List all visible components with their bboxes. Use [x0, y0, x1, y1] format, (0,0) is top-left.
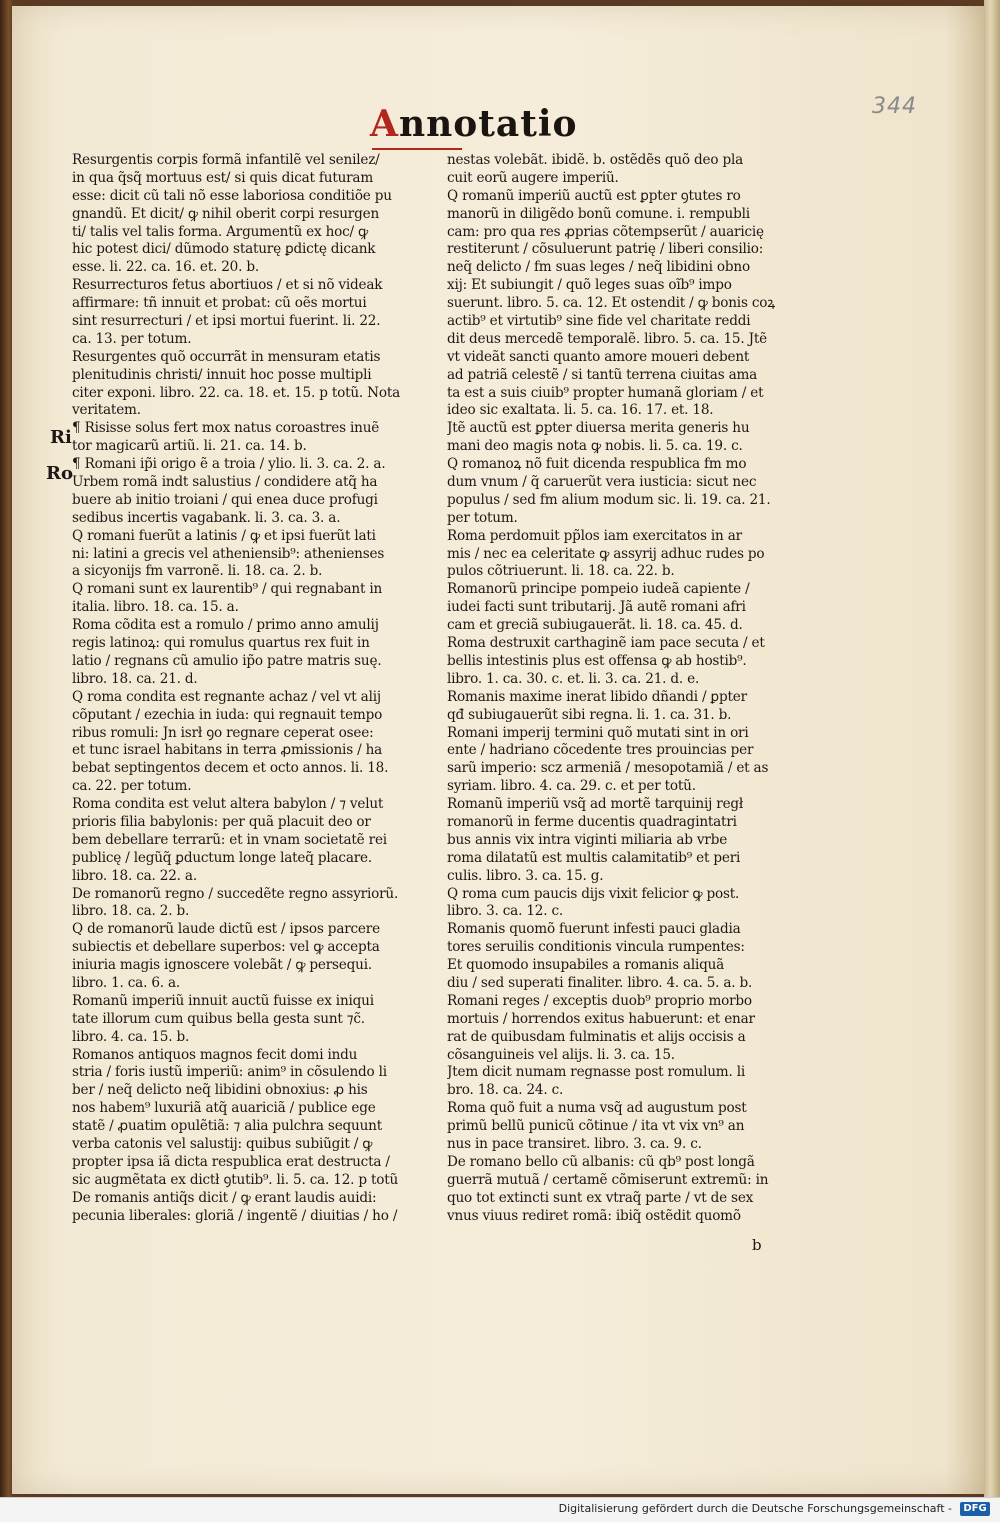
text-line: ente / hadriano cõcedente tres prouincias per	[447, 742, 754, 759]
text-line: Roma perdomuit pp̃los iam exercitatos in ar	[447, 527, 742, 544]
text-line: populus / sed fm alium modum sic. li. 19. ca. 21.	[447, 491, 771, 508]
text-line: latio / regnans cũ amulio ip̃o patre matris suę.	[72, 652, 382, 669]
text-line: mortuis / horrendos exitus habuerunt: et enar	[447, 1010, 755, 1027]
text-line: vt videãt sancti quanto amore moueri debent	[447, 348, 750, 365]
left-column	[72, 152, 436, 1225]
text-line: ber / neq̃ delicto neq̃ libidini obnoxius: ꝓ his	[72, 1082, 368, 1099]
text-line: Q romani sunt ex laurentib⁹ / qui regnabant in	[72, 581, 383, 598]
text-line: bem debellare terrarũ: et in vnam societatẽ rei	[72, 831, 387, 848]
text-line: buere ab initio troiani / qui enea duce profugi	[72, 491, 378, 508]
text-line: mis / nec ea celeritate ꝙ assyrij adhuc rudes po	[447, 545, 765, 562]
text-line: iudei facti sunt tributarij. Jã autẽ romani afri	[447, 599, 746, 616]
text-line: Romanis maxime inerat libido dñandi / ꝑpter	[447, 688, 747, 705]
text-line: cõsanguineis vel alijs. li. 3. ca. 15.	[447, 1046, 675, 1063]
text-line: Resurgentis corpis formã infantilẽ vel senilez/	[72, 152, 380, 168]
text-line: Romanis quomõ fuerunt infesti pauci gladia	[447, 921, 741, 938]
dfg-logo: DFG	[960, 1502, 990, 1516]
text-line: De romano bello cũ albanis: cũ qb⁹ post longã	[447, 1153, 755, 1170]
text-line: Romanũ imperiũ vsq̃ ad mortẽ tarquinij regł	[447, 796, 744, 813]
text-line: ideo sic exaltata. li. 5. ca. 16. 17. et. 18.	[447, 402, 714, 419]
text-line: Q roma cum paucis dijs vixit felicior ꝙ post.	[447, 885, 740, 902]
text-line: italia. libro. 18. ca. 15. a.	[72, 599, 239, 616]
text-line: ti/ talis vel talis forma. Argumentũ ex hoc/ ꝙ	[72, 223, 369, 240]
text-line: cam: pro qua res ꝓprias cõtempserũt / auaricię	[447, 223, 764, 240]
text-line: ni: latini a grecis vel atheniensib⁹: athenienses	[72, 545, 385, 562]
text-line: veritatem.	[72, 402, 141, 419]
text-line: libro. 1. ca. 6. a.	[72, 974, 181, 991]
text-line: per totum.	[447, 509, 518, 526]
text-line: guerrã mutuã / certamẽ cõmiserunt extremũ: in	[447, 1171, 769, 1188]
text-line: nus in pace transiret. libro. 3. ca. 9. c.	[447, 1135, 702, 1152]
text-line: pecunia liberales: gloriã / ingentẽ / diuitias / ho /	[72, 1207, 398, 1224]
text-line: Q de romanorũ laude dictũ est / ipsos parcere	[72, 921, 380, 938]
text-line: cuit eorũ augere imperiũ.	[447, 169, 619, 186]
text-line: verba catonis vel salustij: quibus subiũgit / ꝙ	[72, 1135, 373, 1152]
folio-number: 344	[872, 94, 917, 119]
text-line: quo tot extincti sunt ex vtraq̃ parte / vt de sex	[447, 1189, 754, 1206]
text-line: Roma destruxit carthaginẽ iam pace secuta / et	[447, 635, 765, 652]
text-line: Romanorũ principe pompeio iudeã capiente /	[447, 581, 750, 598]
text-line: pulos cõtriuerunt. li. 18. ca. 22. b.	[447, 563, 675, 580]
text-line: libro. 1. ca. 30. c. et. li. 3. ca. 21. d. e.	[447, 670, 700, 687]
text-line: roma dilatatũ est multis calamitatib⁹ et peri	[447, 849, 741, 866]
text-line: cõputant / ezechia in iuda: qui regnauit tempo	[72, 706, 383, 723]
text-line: sedibus incertis vagabank. li. 3. ca. 3. a.	[72, 509, 341, 526]
text-line: in qua q̃sq̃ mortuus est/ si quis dicat futuram	[72, 169, 374, 186]
text-line: culis. libro. 3. ca. 15. g.	[447, 867, 604, 884]
text-line: ca. 13. per totum.	[72, 330, 192, 347]
text-line: Romani imperij termini quõ mutati sint in ori	[447, 724, 749, 741]
text-line: libro. 4. ca. 15. b.	[72, 1028, 190, 1045]
text-line: gnandũ. Et dicit/ ꝙ nihil oberit corpi resurgen	[72, 205, 380, 222]
text-line: Romanos antiquos magnos fecit domi indu	[72, 1046, 358, 1063]
margin-mark-ri: Ri	[50, 427, 72, 448]
text-line: ad patriã celestẽ / si tantũ terrena ciuitas ama	[447, 366, 758, 383]
text-line: iniuria magis ignoscere volebãt / ꝙ persequi.	[72, 957, 372, 974]
text-line: tor magicarũ artiũ. li. 21. ca. 14. b.	[72, 438, 307, 455]
text-line: tate illorum cum quibus bella gesta sunt ⁊c̃.	[72, 1010, 365, 1027]
footer-bar	[0, 1497, 1000, 1522]
text-line: sint resurrecturi / et ipsi mortui fuerint. li. 22.	[72, 313, 381, 330]
page-title	[370, 103, 578, 145]
text-line: libro. 18. ca. 22. a.	[72, 867, 197, 884]
text-line: suerunt. libro. 5. ca. 12. Et ostendit / ꝙ bonis coꝝ	[447, 295, 775, 312]
text-line: Q romani fuerũt a latinis / ꝙ et ipsi fuerũt lati	[72, 527, 376, 544]
text-line: primũ bellũ punicũ cõtinue / ita vt vix vn⁹ an	[447, 1118, 745, 1135]
text-line: Resurrecturos fetus abortiuos / et si nõ videak	[72, 277, 383, 294]
page-edge	[984, 0, 1000, 1500]
text-line: xij: Et subiungit / quõ leges suas oĩb⁹ impo	[447, 277, 732, 294]
text-line: Urbem romã ind̃t salustius / condidere atq̃ ha	[72, 474, 378, 491]
text-line: neq̃ delicto / fm suas leges / neq̃ libidini obno	[447, 259, 750, 276]
text-line: Jtẽ auctũ est ꝑpter diuersa merita generis hu	[447, 420, 750, 437]
text-line: prioris filia babylonis: per quã placuit deo or	[72, 813, 371, 830]
text-line: libro. 18. ca. 2. b.	[72, 903, 190, 920]
text-line: bus annis vix intra viginti miliaria ab vrbe	[447, 831, 728, 848]
text-line: esse. li. 22. ca. 16. et. 20. b.	[72, 259, 259, 276]
text-line: bellis intestinis plus est offensa ꝙ ab hostib⁹.	[447, 652, 747, 669]
text-line: manorũ in diligẽdo bonũ comune. i. rempubli	[447, 205, 750, 222]
text-line: actib⁹ et virtutib⁹ sine fide vel charitate reddi	[447, 313, 751, 330]
text-line: libro. 18. ca. 21. d.	[72, 670, 198, 687]
margin-mark-ro: Ro	[46, 463, 73, 484]
text-line: Romani reges / exceptis duob⁹ proprio morbo	[447, 992, 752, 1009]
title-rest: nnotatio	[398, 103, 578, 145]
signature-mark: b	[752, 1236, 762, 1254]
text-line: De romanis antiq̃s dicit / ꝙ erant laudis auidi:	[72, 1189, 377, 1206]
text-line: subiectis et debellare superbos: vel ꝙ accepta	[72, 939, 380, 956]
text-line: dum vnum / q̃ caruerũt vera iusticia: sicut nec	[447, 474, 757, 491]
text-line: Roma quõ fuit a numa vsq̃ ad augustum post	[447, 1100, 747, 1117]
text-line: libro. 3. ca. 12. c.	[447, 903, 564, 920]
text-line: et tunc israel habitans in terra ꝓmissionis / ha	[72, 742, 383, 759]
text-line: Q romanũ imperiũ auctũ est ꝑpter ꝯtutes ro	[447, 187, 741, 204]
text-line: sic augmẽtata ex dictł ꝯtutib⁹. li. 5. ca. 12. p totũ	[72, 1171, 399, 1188]
text-line: dit deus mercedẽ temporalẽ. libro. 5. ca. 15. Jtẽ	[447, 330, 767, 347]
text-line: qđ subiugauerũt sibi regna. li. 1. ca. 31. b.	[447, 706, 732, 723]
text-line: Roma condita est velut altera babylon / ⁊ velut	[72, 796, 384, 813]
text-line: syriam. libro. 4. ca. 29. c. et per totũ.	[447, 778, 696, 795]
text-line: a sicyonijs fm varronẽ. li. 18. ca. 2. b.	[72, 563, 323, 580]
text-line: Roma cõdita est a romulo / primo anno amulij	[72, 617, 379, 634]
text-line: ca. 22. per totum.	[72, 778, 192, 795]
text-line: hic potest dici/ dũmodo staturę ꝑdictę dicank	[72, 241, 376, 258]
text-line: propter ipsa iã dicta respublica erat destructa /	[72, 1153, 390, 1170]
right-column	[447, 152, 802, 1225]
text-line: Jtem dicit numam regnasse post romulum. li	[447, 1064, 746, 1081]
text-line: Romanũ imperiũ innuit auctũ fuisse ex iniqui	[72, 992, 374, 1009]
text-line: ¶ Risisse solus fert mox natus coroastres inuẽ	[72, 420, 380, 437]
text-line: Resurgentes quõ occurrãt in mensuram etatis	[72, 348, 381, 365]
text-line: rat de quibusdam fulminatis et alijs occisis a	[447, 1028, 746, 1045]
title-initial: A	[370, 103, 399, 145]
text-line: mani deo magis nota ꝙ nobis. li. 5. ca. 19. c.	[447, 438, 743, 455]
text-line: statẽ / ꝓuatim opulẽtiã: ⁊ alia pulchra sequunt	[72, 1118, 382, 1135]
text-line: Q roma condita est regnante achaz / vel vt alij	[72, 688, 381, 705]
text-line: stria / foris iustũ imperiũ: anim⁹ in cõsulendo li	[72, 1064, 387, 1081]
text-line: ribus romuli: Jn isrł ꝯo regnare ceperat osee:	[72, 724, 374, 741]
text-line: vnus viuus rediret romã: ibiq̃ ostẽdit quomõ	[447, 1207, 741, 1224]
text-line: ¶ Romani ip̃i origo ẽ a troia / ylio. li. 3. ca. 2. a.	[72, 456, 386, 473]
title-underline	[372, 148, 462, 150]
text-line: De romanorũ regno / succedẽte regno assyriorũ.	[72, 885, 399, 902]
text-line: diu / sed superati finaliter. libro. 4. ca. 5. a. b.	[447, 974, 753, 991]
text-line: restiterunt / cõsuluerunt patrię / liberi consilio:	[447, 241, 764, 258]
text-line: sarũ imperio: scz armeniã / mesopotamiã / et as	[447, 760, 769, 777]
text-line: ta est a suis ciuib⁹ propter humanã gloriam / et	[447, 384, 764, 401]
text-line: Et quomodo insupabiles a romanis aliquã	[447, 957, 725, 974]
text-line: citer exponi. libro. 22. ca. 18. et. 15. p totũ. Nota	[72, 384, 401, 401]
text-line: cam et greciã subiugauerãt. li. 18. ca. 45. d.	[447, 617, 743, 634]
text-line: regis latinoꝝ: qui romulus quartus rex fuit in	[72, 635, 370, 652]
text-line: plenitudinis christi/ innuit hoc posse multipli	[72, 366, 372, 383]
text-line: romanorũ in ferme ducentis quadragintatri	[447, 813, 737, 830]
text-line: nos habem⁹ luxuriã atq̃ auariciã / publice ege	[72, 1100, 376, 1117]
text-line: publicę / legũq̃ ꝑductum longe lateq̃ placare.	[72, 849, 373, 866]
text-line: esse: dicit cũ tali nõ esse laboriosa conditiõe pu	[72, 187, 392, 204]
text-line: Q romanoꝝ nõ fuit dicenda respublica fm mo	[447, 456, 747, 473]
text-line: bro. 18. ca. 24. c.	[447, 1082, 564, 1099]
text-line: nestas volebãt. ibidẽ. b. ostẽdẽs quõ deo pla	[447, 152, 744, 168]
footer-credit: Digitalisierung gefördert durch die Deutsche Forschungsgemeinschaft -	[558, 1502, 952, 1515]
text-line: tores seruilis conditionis vincula rumpentes:	[447, 939, 745, 956]
text-line: affirmare: tñ innuit et probat: cũ oẽs mortui	[72, 295, 367, 312]
text-line: bebat septingentos decem et octo annos. li. 18.	[72, 760, 389, 777]
